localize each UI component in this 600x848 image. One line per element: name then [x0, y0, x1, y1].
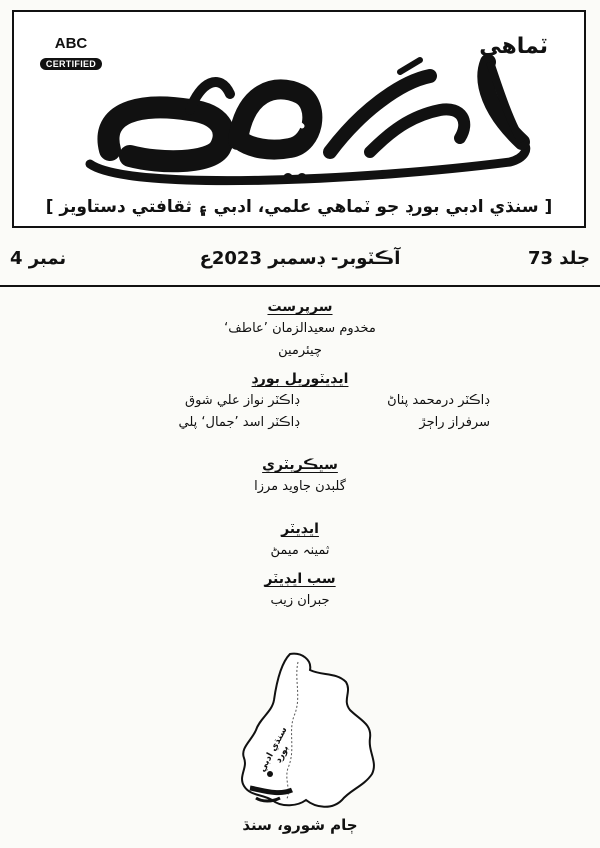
editor-heading: ايڊيٽر [281, 521, 319, 537]
editorial-board-heading: ايڊيٽوريل بورڊ [251, 371, 349, 387]
secretary-name: گلبدن جاويد مرزا [254, 479, 346, 494]
staff-list [0, 296, 600, 612]
editor-name: ثمينہ ميمڻ [270, 543, 330, 558]
board-member: ڊاڪٽر درمحمد پٺاڻ [387, 393, 490, 408]
board-member: سرفراز راڄڙ [419, 415, 490, 430]
subeditor-heading: سب ايڊيٽر [264, 571, 336, 587]
tagline: [ سنڌي ادبي بورڊ جو ٽماهي علمي، ادبي ۽ ثقافتي دستاويز ] [45, 196, 553, 217]
issue-date: آڪٽوبر- ڊسمبر 2023ع [199, 248, 401, 269]
patron-name: مخدوم سعيدالزمان ’عاطف‘ [224, 321, 376, 336]
patron-heading: سرپرست [267, 299, 333, 315]
patron-role: چيئرمين [278, 343, 322, 358]
badge-top-text: ABC [54, 35, 88, 52]
volume-label: جلد 73 [527, 248, 590, 269]
sindh-map [232, 650, 384, 818]
calligraphy-logo-icon [70, 52, 540, 192]
map-label: سنڌي ادبي بورڊ [257, 725, 292, 774]
title-logo [70, 52, 540, 192]
editorial-board-members [110, 390, 490, 434]
header-divider [0, 285, 600, 287]
frequency-label: ٽماهي [479, 34, 548, 59]
subeditor-name: جبران زيب [270, 593, 330, 608]
issue-row [10, 248, 590, 276]
badge-bottom-text: CERTIFIED [40, 58, 102, 70]
sindh-map-icon [232, 650, 384, 818]
board-member: ڊاڪٽر اسد ’جمال‘ پلي [178, 415, 300, 430]
board-member: ڊاڪٽر نواز علي شوق [185, 393, 300, 408]
publication-place: ڄام شورو، سنڌ [242, 816, 358, 834]
issue-number: نمبر 4 [10, 248, 67, 269]
masthead [12, 10, 586, 228]
secretary-heading: سيڪريٽري [262, 457, 338, 473]
